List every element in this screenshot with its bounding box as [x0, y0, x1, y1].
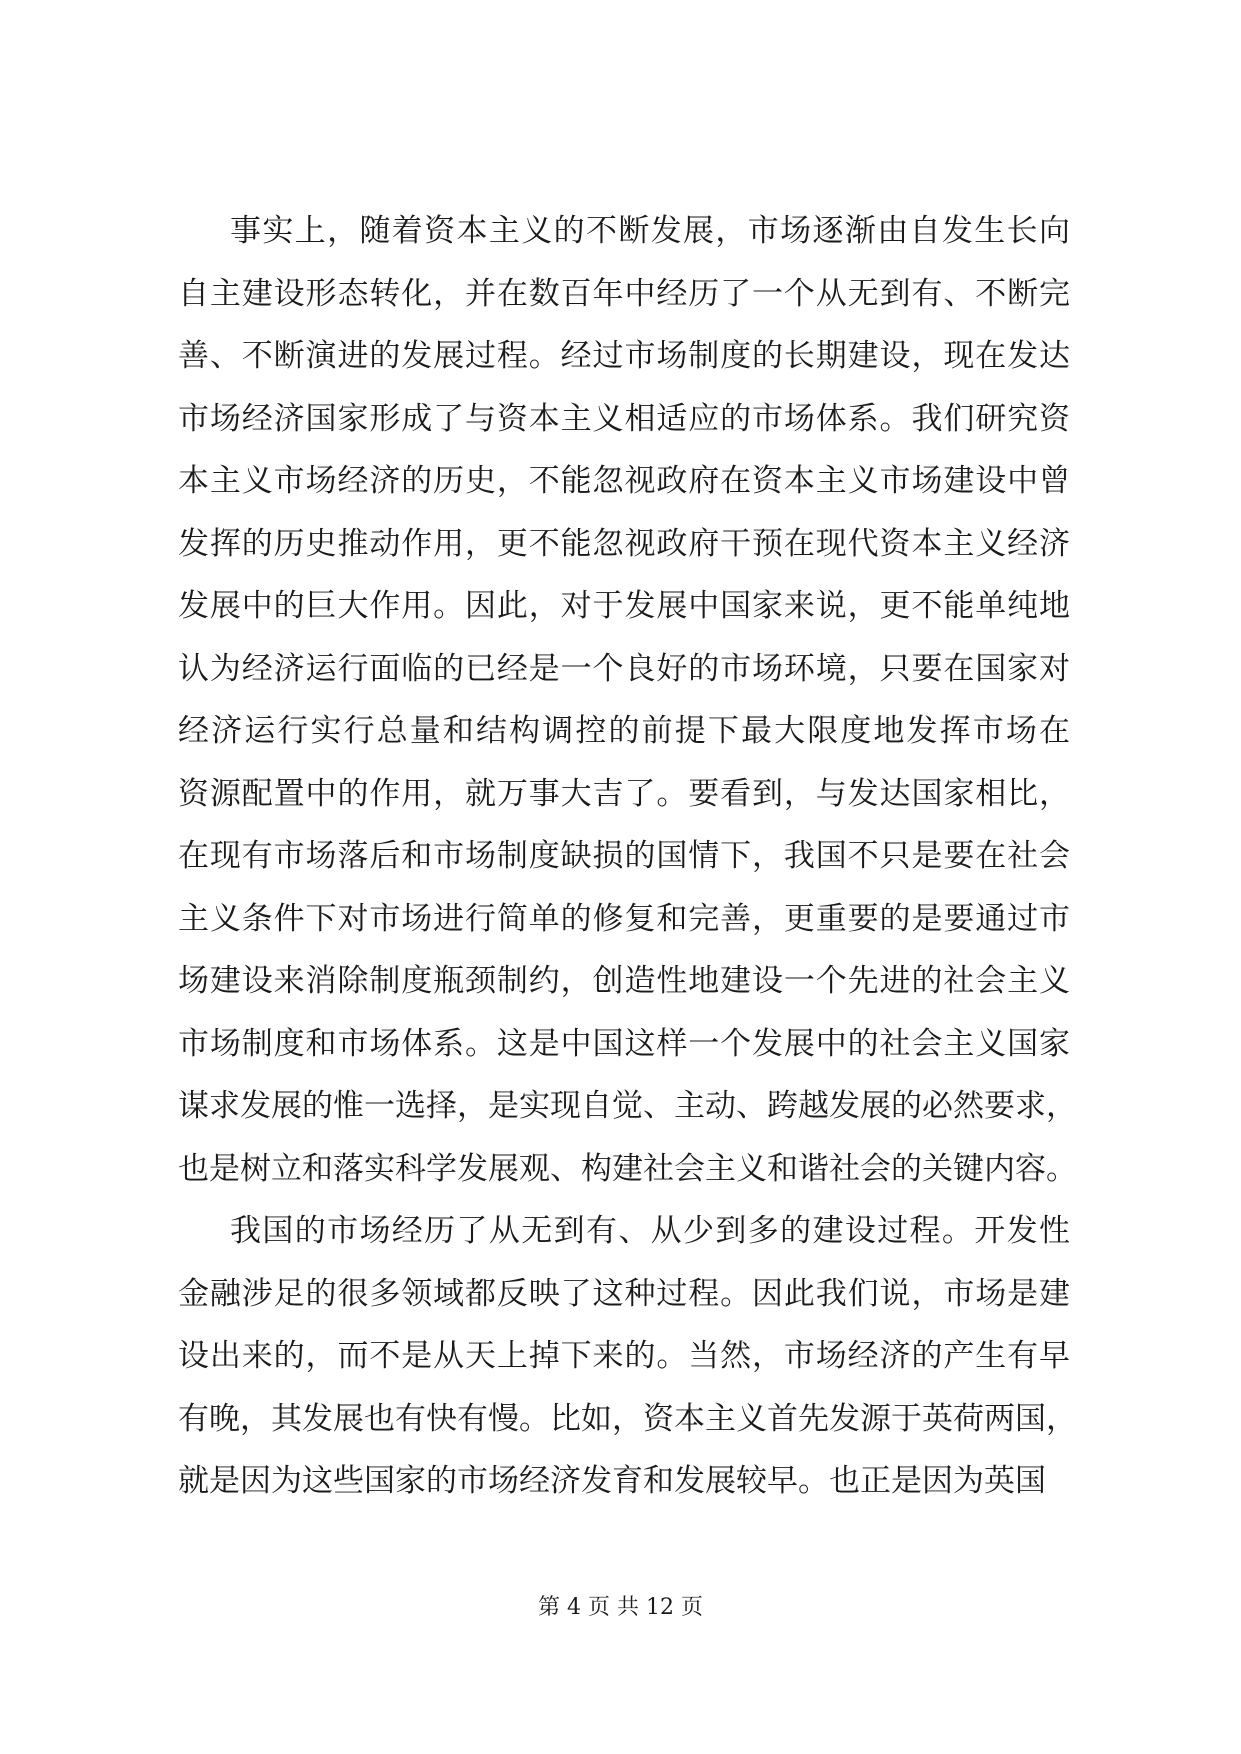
text-line: 我国的市场经历了从无到有、从少到多的建设过程。开发性 [230, 1213, 1070, 1249]
text-line: 善、不断演进的发展过程。经过市场制度的长期建设，现在发达 [178, 338, 1070, 374]
text-line: 资源配置中的作用，就万事大吉了。要看到，与发达国家相比， [178, 775, 1070, 812]
text-line: 认为经济运行面临的已经是一个良好的市场环境，只要在国家对 [178, 650, 1070, 687]
text-line: 金融涉足的很多领域都反映了这种过程。因此我们说，市场是建 [178, 1275, 1070, 1312]
body-text [178, 200, 1077, 1513]
text-line: 发挥的历史推动作用，更不能忽视政府干预在现代资本主义经济 [178, 525, 1070, 562]
text-line: 场建设来消除制度瓶颈制约，创造性地建设一个先进的社会主义 [178, 963, 1070, 999]
text-line: 也是树立和落实科学发展观、构建社会主义和谐社会的关键内容。 [178, 1150, 1077, 1187]
text-line: 经济运行实行总量和结构调控的前提下最大限度地发挥市场在 [178, 713, 1070, 749]
paragraph [178, 200, 1077, 1200]
paragraph [178, 1200, 1077, 1513]
text-line: 谋求发展的惟一选择，是实现自觉、主动、跨越发展的必然要求， [178, 1088, 1077, 1124]
page-footer: 第 4 页 共 12 页 [538, 1595, 703, 1620]
text-line: 市场经济国家形成了与资本主义相适应的市场体系。我们研究资 [178, 400, 1070, 437]
text-line: 主义条件下对市场进行简单的修复和完善，更重要的是要通过市 [178, 900, 1070, 937]
text-line: 事实上，随着资本主义的不断发展，市场逐渐由自发生长向 [230, 213, 1070, 249]
text-line: 发展中的巨大作用。因此，对于发展中国家来说，更不能单纯地 [178, 588, 1070, 624]
text-line: 市场制度和市场体系。这是中国这样一个发展中的社会主义国家 [178, 1025, 1070, 1062]
text-line: 本主义市场经济的历史，不能忽视政府在资本主义市场建设中曾 [178, 463, 1070, 499]
text-line: 自主建设形态转化，并在数百年中经历了一个从无到有、不断完 [178, 275, 1070, 312]
text-line: 在现有市场落后和市场制度缺损的国情下，我国不只是要在社会 [178, 838, 1070, 874]
text-line: 就是因为这些国家的市场经济发育和发展较早。也正是因为英国 [178, 1463, 1046, 1499]
text-line: 有晚，其发展也有快有慢。比如，资本主义首先发源于英荷两国， [178, 1400, 1077, 1437]
text-line: 设出来的，而不是从天上掉下来的。当然，市场经济的产生有早 [178, 1338, 1070, 1374]
